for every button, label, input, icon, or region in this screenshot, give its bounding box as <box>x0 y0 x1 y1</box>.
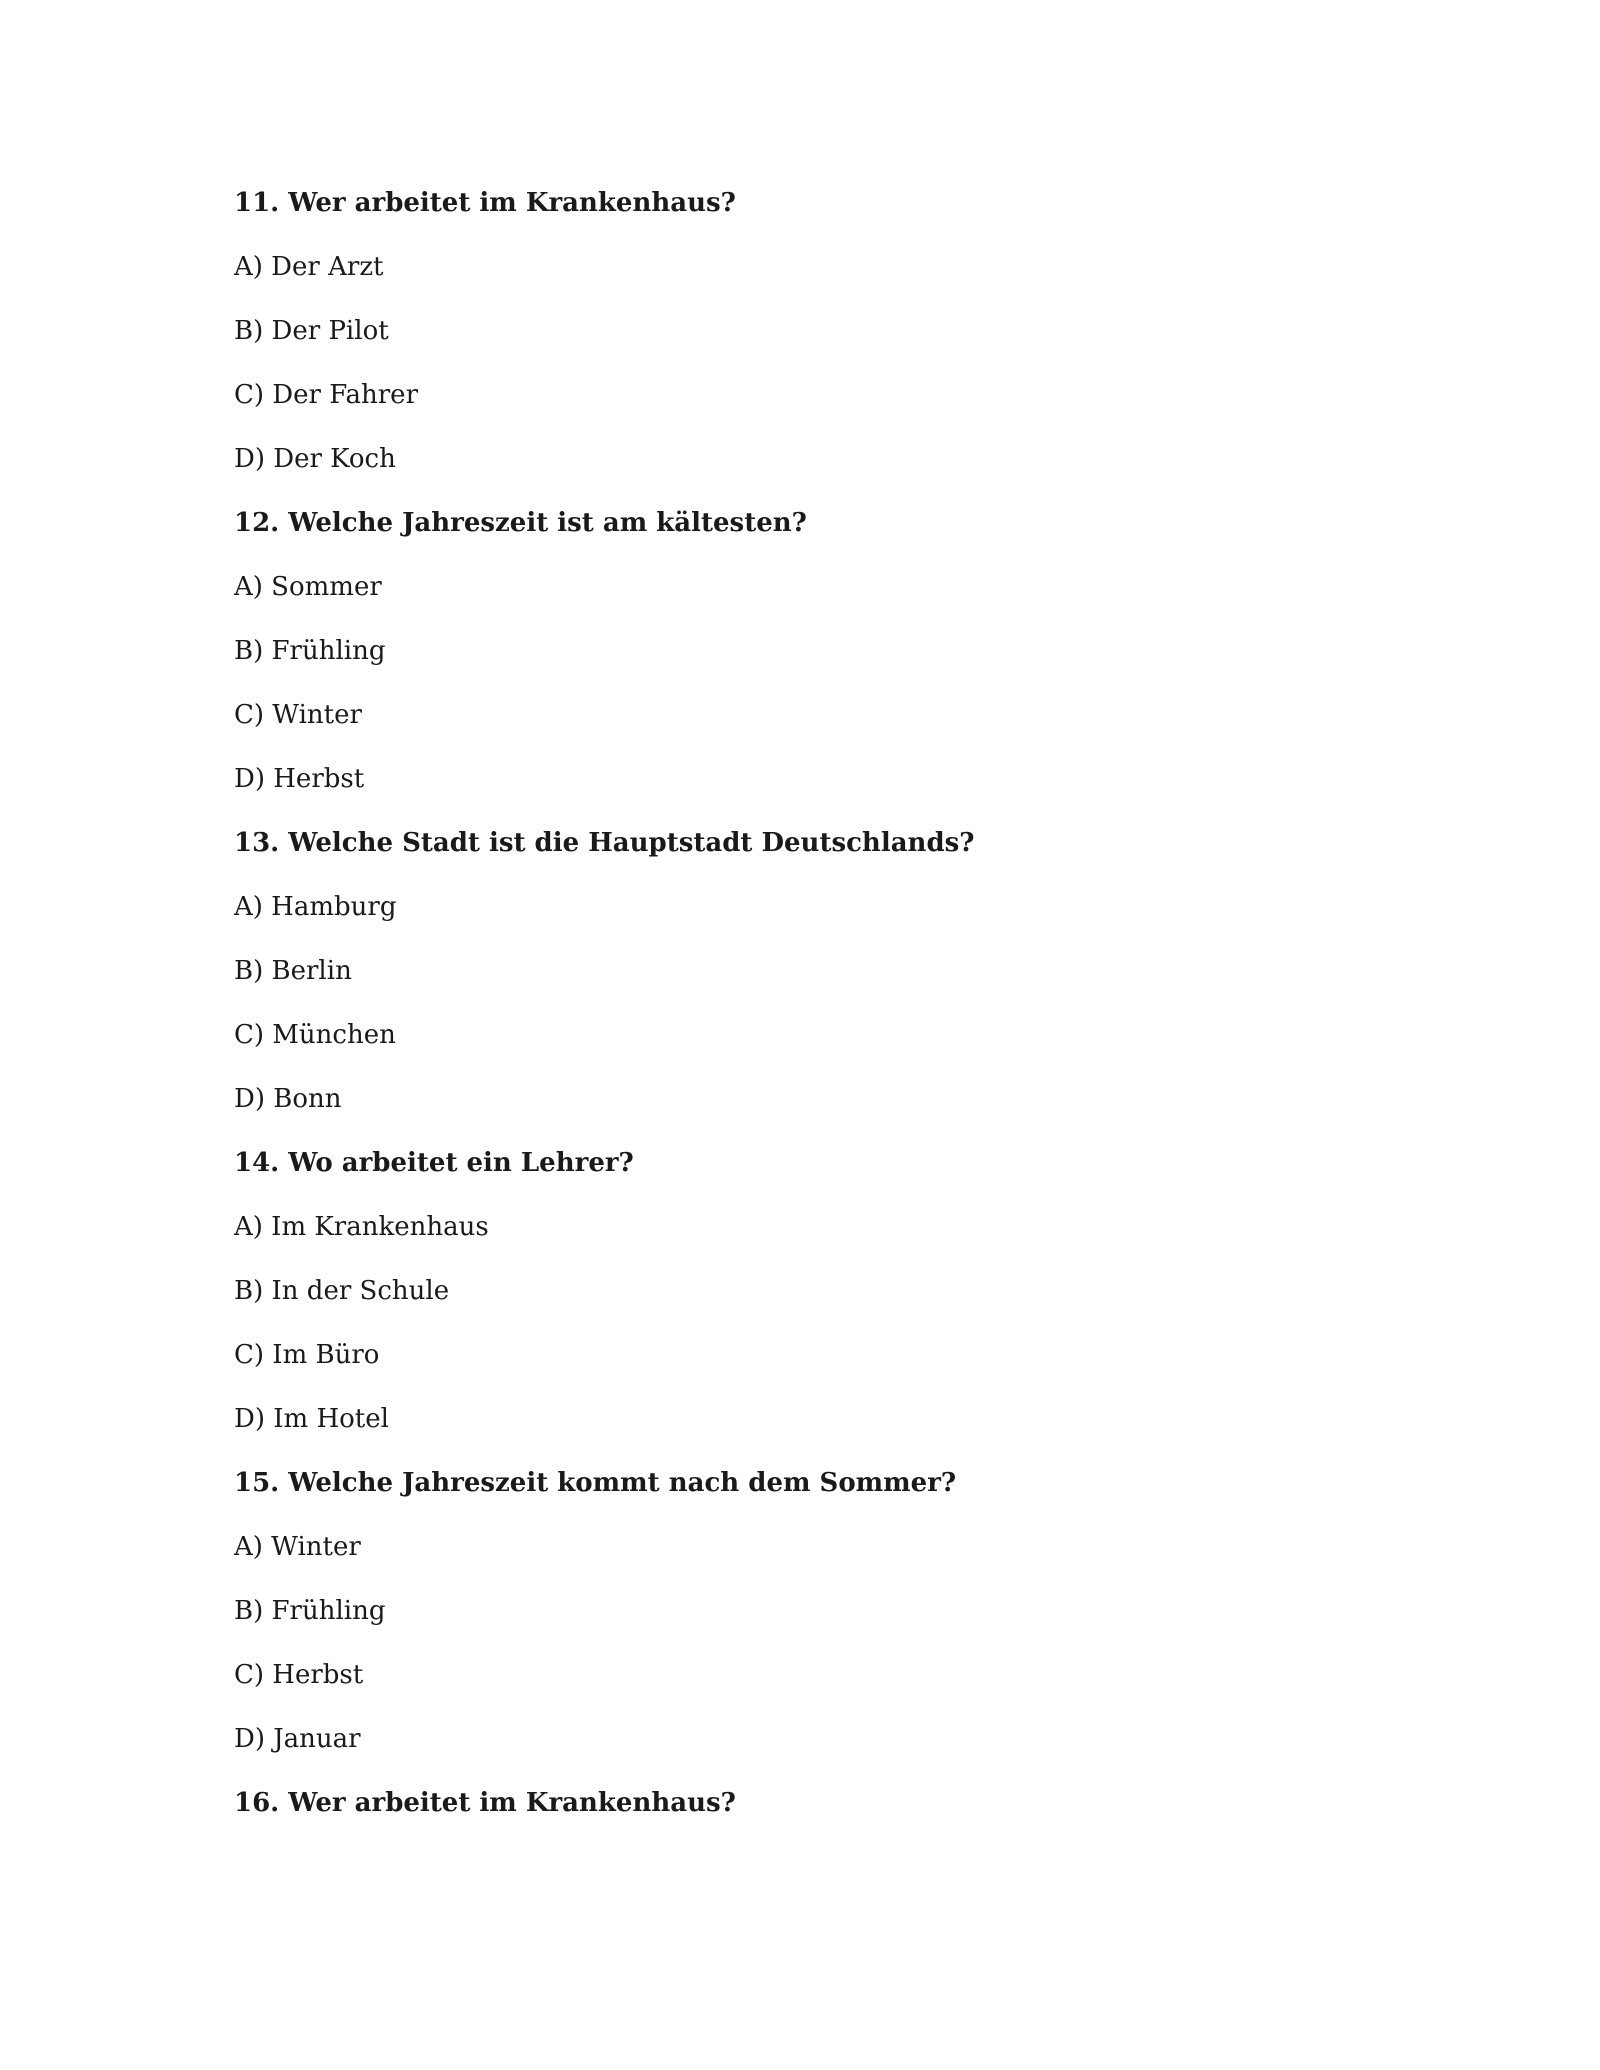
option-15-c: C) Herbst <box>234 1660 364 1690</box>
question-13: 13. Welche Stadt ist die Hauptstadt Deutschlands? <box>234 828 975 858</box>
option-12-d: D) Herbst <box>234 764 365 794</box>
option-13-b: B) Berlin <box>234 956 352 986</box>
option-14-d: D) Im Hotel <box>234 1404 389 1434</box>
option-11-b: B) Der Pilot <box>234 316 389 346</box>
option-13-d: D) Bonn <box>234 1084 342 1114</box>
question-15: 15. Welche Jahreszeit kommt nach dem Sommer? <box>234 1468 957 1498</box>
option-15-a: A) Winter <box>234 1532 361 1562</box>
option-11-d: D) Der Koch <box>234 444 396 474</box>
option-12-c: C) Winter <box>234 700 362 730</box>
option-13-a: A) Hamburg <box>234 892 397 922</box>
option-15-b: B) Frühling <box>234 1596 386 1626</box>
option-14-a: A) Im Krankenhaus <box>234 1212 489 1242</box>
option-14-b: B) In der Schule <box>234 1276 450 1306</box>
option-12-a: A) Sommer <box>234 572 382 602</box>
option-15-d: D) Januar <box>234 1724 361 1754</box>
option-14-c: C) Im Büro <box>234 1340 380 1370</box>
question-16: 16. Wer arbeitet im Krankenhaus? <box>234 1788 736 1818</box>
option-11-a: A) Der Arzt <box>234 252 384 282</box>
option-13-c: C) München <box>234 1020 396 1050</box>
option-11-c: C) Der Fahrer <box>234 380 418 410</box>
question-11: 11. Wer arbeitet im Krankenhaus? <box>234 188 736 218</box>
question-12: 12. Welche Jahreszeit ist am kältesten? <box>234 508 807 538</box>
question-14: 14. Wo arbeitet ein Lehrer? <box>234 1148 634 1178</box>
option-12-b: B) Frühling <box>234 636 386 666</box>
